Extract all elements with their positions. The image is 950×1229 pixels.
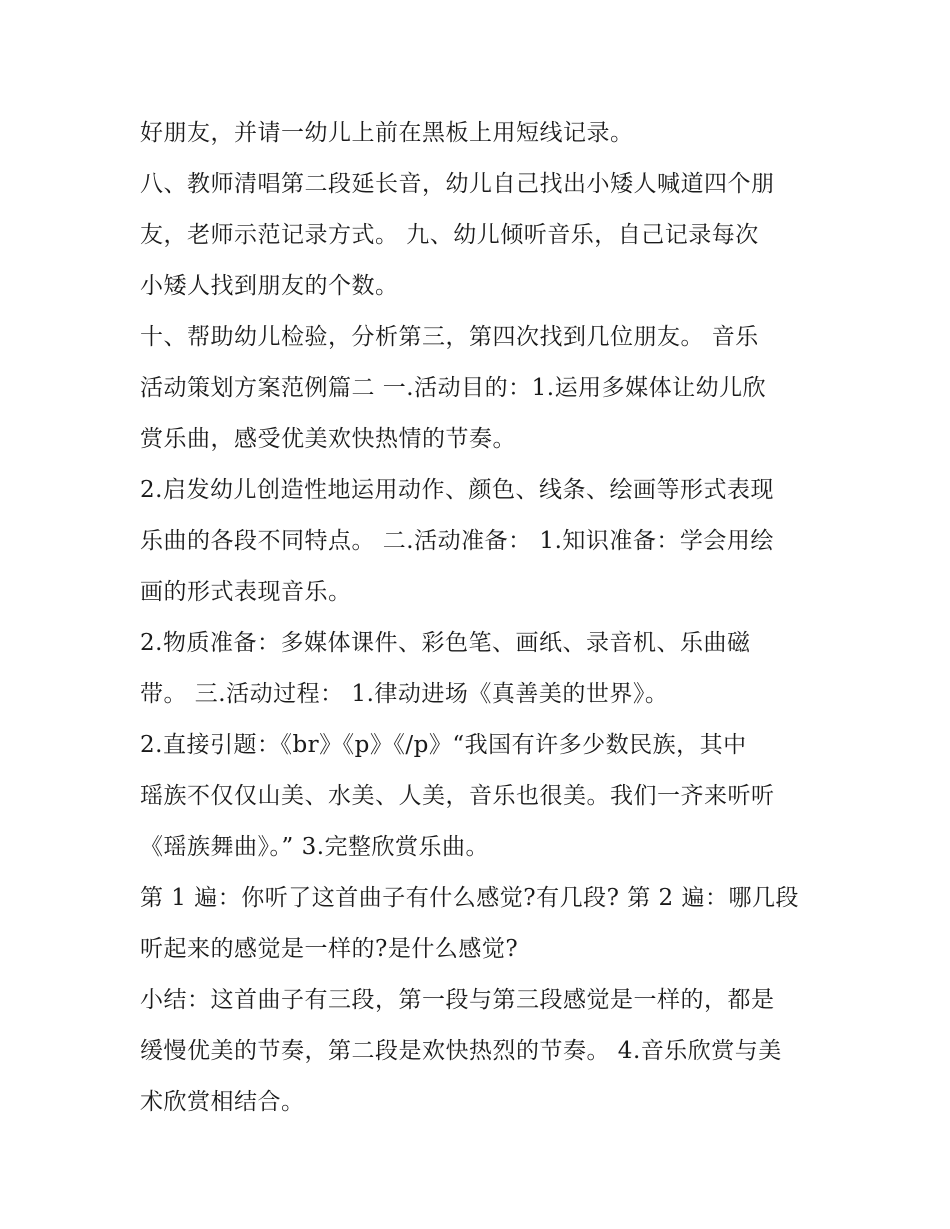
text-line: 活动策划方案范例篇二 一.活动目的：1.运用多媒体让幼儿欣 bbox=[140, 375, 767, 401]
text-line: 十、帮助幼儿检验，分析第三，第四次找到几位朋友。 音乐 bbox=[140, 324, 759, 350]
text-line: 2.启发幼儿创造性地运用动作、颜色、线条、绘画等形式表现 bbox=[140, 477, 774, 503]
text-line: 赏乐曲，感受优美欢快热情的节奏。 bbox=[140, 426, 516, 452]
text-line: 八、教师清唱第二段延长音，幼儿自己找出小矮人喊道四个朋 bbox=[140, 171, 775, 197]
text-line: 听起来的感觉是一样的?是什么感觉? bbox=[140, 936, 519, 962]
text-line: 2.直接引题：《br》《p》《/p》“我国有许多少数民族，其中 bbox=[140, 732, 747, 758]
text-line: 《瑶族舞曲》。” 3.完整欣赏乐曲。 bbox=[140, 834, 490, 860]
text-line: 2.物质准备：多媒体课件、彩色笔、画纸、录音机、乐曲磁 bbox=[140, 630, 751, 656]
text-line: 好朋友，并请一幼儿上前在黑板上用短线记录。 bbox=[140, 120, 634, 146]
text-line: 第 1 遍：你听了这首曲子有什么感觉?有几段? 第 2 遍：哪几段 bbox=[140, 885, 799, 911]
document-body bbox=[140, 108, 820, 1128]
text-line: 术欣赏相结合。 bbox=[140, 1089, 305, 1115]
text-line: 友，老师示范记录方式。 九、幼儿倾听音乐，自己记录每次 bbox=[140, 222, 759, 248]
text-line: 画的形式表现音乐。 bbox=[140, 579, 352, 605]
text-line: 小结：这首曲子有三段，第一段与第三段感觉是一样的，都是 bbox=[140, 987, 775, 1013]
text-line: 小矮人找到朋友的个数。 bbox=[140, 273, 399, 299]
text-line: 缓慢优美的节奏，第二段是欢快热烈的节奏。 4.音乐欣赏与美 bbox=[140, 1038, 782, 1064]
text-line: 瑶族不仅仅山美、水美、人美，音乐也很美。我们一齐来听听 bbox=[140, 783, 775, 809]
text-line: 乐曲的各段不同特点。 二.活动准备： 1.知识准备：学会用绘 bbox=[140, 528, 774, 554]
text-line: 带。 三.活动过程： 1.律动进场《真善美的世界》。 bbox=[140, 681, 669, 707]
